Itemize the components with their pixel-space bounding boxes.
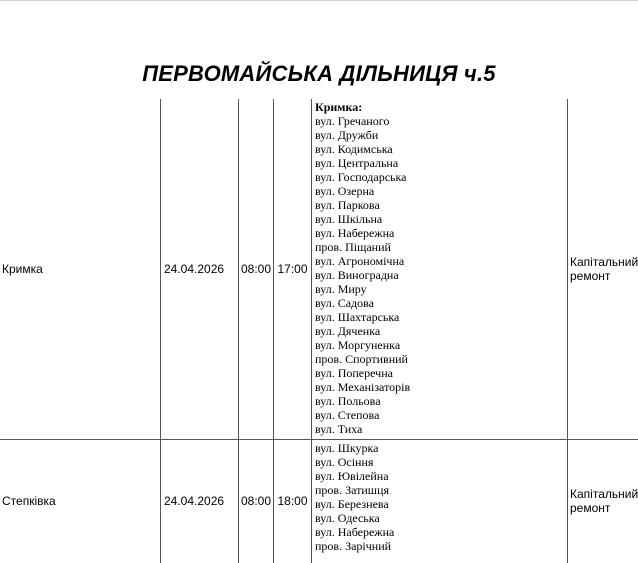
street-item: вул. Кодимська: [315, 142, 567, 156]
end-time-cell: 17:00: [274, 99, 312, 439]
date-cell: 24.04.2026: [161, 439, 239, 563]
street-item: вул. Набережна: [315, 226, 567, 240]
village-cell: Кримка: [0, 99, 161, 439]
street-item: пров. Спортивний: [315, 352, 567, 366]
street-item: вул. Агрономічна: [315, 254, 567, 268]
street-item: вул. Дяченка: [315, 324, 567, 338]
start-time-cell: 08:00: [239, 99, 274, 439]
streets-cell: [312, 99, 568, 439]
street-item: пров. Затишця: [315, 483, 567, 497]
street-item: вул. Одеська: [315, 511, 567, 525]
table-row: [0, 439, 638, 563]
street-item: вул. Шахтарська: [315, 310, 567, 324]
work-type-label: Капітальний ремонт: [570, 255, 638, 283]
street-item: вул. Степова: [315, 408, 567, 422]
street-item: вул. Тиха: [315, 422, 567, 436]
street-item: вул. Шкурка: [315, 441, 567, 455]
work-type-cell: [568, 99, 638, 439]
work-type-cell: [568, 439, 638, 563]
street-item: вул. Виноградна: [315, 268, 567, 282]
street-item: вул. Гречаного: [315, 114, 567, 128]
street-item: вул. Польова: [315, 394, 567, 408]
street-item: пров. Піщаний: [315, 240, 567, 254]
streets-cell: [312, 439, 568, 563]
street-item: вул. Ювілейна: [315, 469, 567, 483]
village-cell: Степківка: [0, 439, 161, 563]
street-item: вул. Паркова: [315, 198, 567, 212]
date-cell: 24.04.2026: [161, 99, 239, 439]
outage-schedule-table: [0, 99, 638, 563]
street-item: вул. Березнева: [315, 497, 567, 511]
street-item: вул. Садова: [315, 296, 567, 310]
street-item: вул. Центральна: [315, 156, 567, 170]
top-border: [0, 0, 638, 1]
street-item: вул. Набережна: [315, 525, 567, 539]
table-row: [0, 99, 638, 439]
streets-heading: Кримка:: [315, 100, 567, 114]
work-type-label: Капітальний ремонт: [570, 487, 638, 515]
street-item: пров. Зарічний: [315, 539, 567, 553]
street-item: вул. Механізаторів: [315, 380, 567, 394]
start-time-cell: 08:00: [239, 439, 274, 563]
street-item: вул. Шкільна: [315, 212, 567, 226]
street-item: вул. Моргуненка: [315, 338, 567, 352]
street-item: вул. Дружби: [315, 128, 567, 142]
end-time-cell: 18:00: [274, 439, 312, 563]
street-item: вул. Миру: [315, 282, 567, 296]
street-item: вул. Господарська: [315, 170, 567, 184]
street-item: вул. Поперечна: [315, 366, 567, 380]
page-title: ПЕРВОМАЙСЬКА ДІЛЬНИЦЯ ч.5: [0, 60, 638, 88]
street-item: вул. Озерна: [315, 184, 567, 198]
street-item: вул. Осіння: [315, 455, 567, 469]
